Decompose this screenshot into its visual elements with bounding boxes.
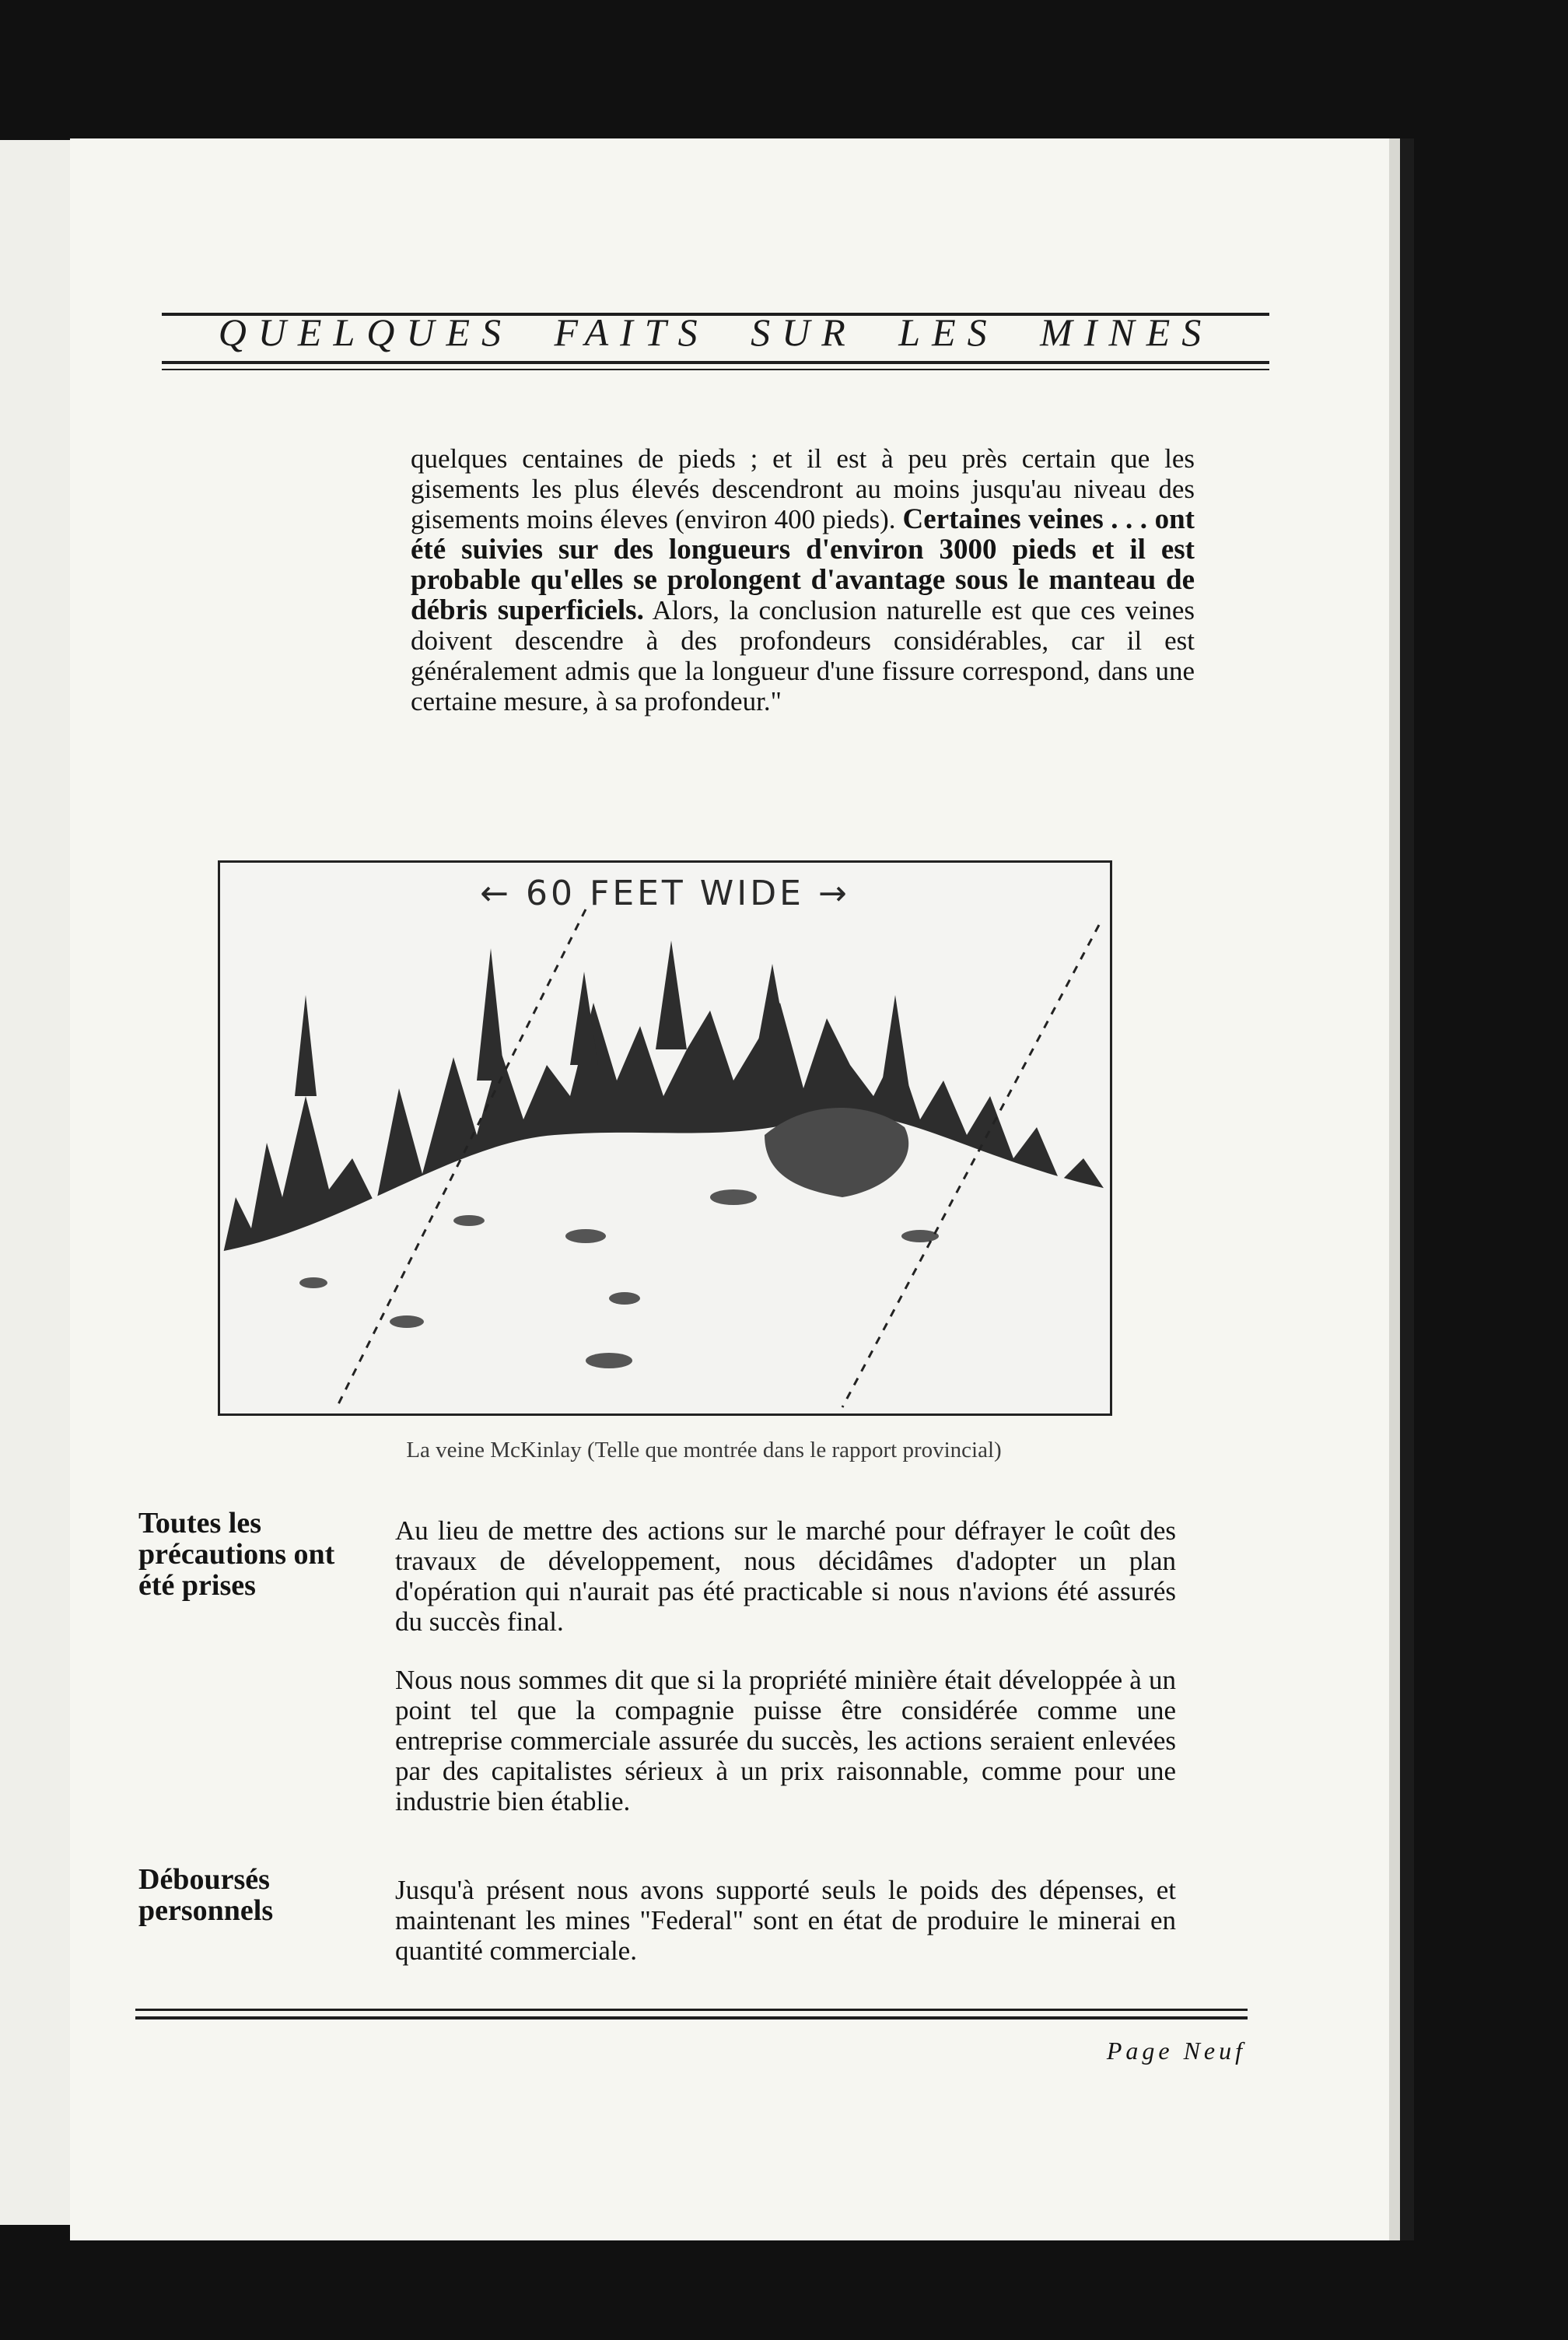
intro-bold-text: Certaines veines . . . ont été suivies sur des longueurs d'environ 3000 pieds et il est probable qu'elles se prolongent d'avantage sous le manteau de débris superficiels. bbox=[411, 503, 1195, 626]
photo-caption: La veine McKinlay (Telle que montrée dans le rapport provincial) bbox=[406, 1438, 1002, 1462]
footer-rule-2 bbox=[135, 2016, 1248, 2019]
footer-rule-1 bbox=[135, 2009, 1248, 2011]
intro-text-1: quelques centaines de pieds ; et il est à peu près certain que les gisements les plus élevés descendront au moins jusqu'au niveau des gisements moins éleves (environ 400 pieds). bbox=[411, 443, 1195, 534]
mine-vein-photo bbox=[218, 860, 1112, 1416]
facing-page-edge bbox=[0, 140, 73, 2225]
book-page bbox=[70, 138, 1400, 2240]
header-rule-bottom-1 bbox=[162, 361, 1269, 364]
paragraph-debourses: Jusqu'à présent nous avons supporté seuls le poids des dépenses, et maintenant les mines "Federal" sont en état de produire le minerai en quantité commerciale. bbox=[395, 1875, 1176, 1966]
photo-width-label: ← 60 FEET WIDE → bbox=[480, 874, 850, 913]
side-head-precautions: Toutes les précautions ont été prises bbox=[138, 1507, 335, 1602]
photo-illustration bbox=[220, 863, 1110, 1413]
header-rule-bottom-2 bbox=[162, 369, 1269, 370]
running-head: QUELQUES FAITS SUR LES MINES bbox=[218, 310, 1213, 354]
intro-text-2: Alors, la conclusion naturelle est que ces veines doivent descendre à des profondeurs considérables, car il est généralement admis que la longueur d'une fissure correspond, dans une certaine mesure, à sa profondeur." bbox=[411, 595, 1195, 716]
intro-paragraph bbox=[411, 443, 1195, 716]
side-head-debourses: Déboursés personnels bbox=[138, 1863, 274, 1927]
page-number: Page Neuf bbox=[1106, 2037, 1246, 2065]
paragraph-precautions-1: Au lieu de mettre des actions sur le marché pour défrayer le coût des travaux de développement, nous décidâmes d'adopter un plan d'opération qui n'aurait pas été practicable si nous n'avions été assurés du succès final. bbox=[395, 1515, 1176, 1637]
paragraph-precautions-2: Nous nous sommes dit que si la propriété minière était développée à un point tel que la compagnie puisse être considérée comme une entreprise commerciale assurée du succès, les actions seraient enlevées par des capitalistes sérieux à un prix raisonnable, comme pour une industrie bien établie. bbox=[395, 1665, 1176, 1816]
